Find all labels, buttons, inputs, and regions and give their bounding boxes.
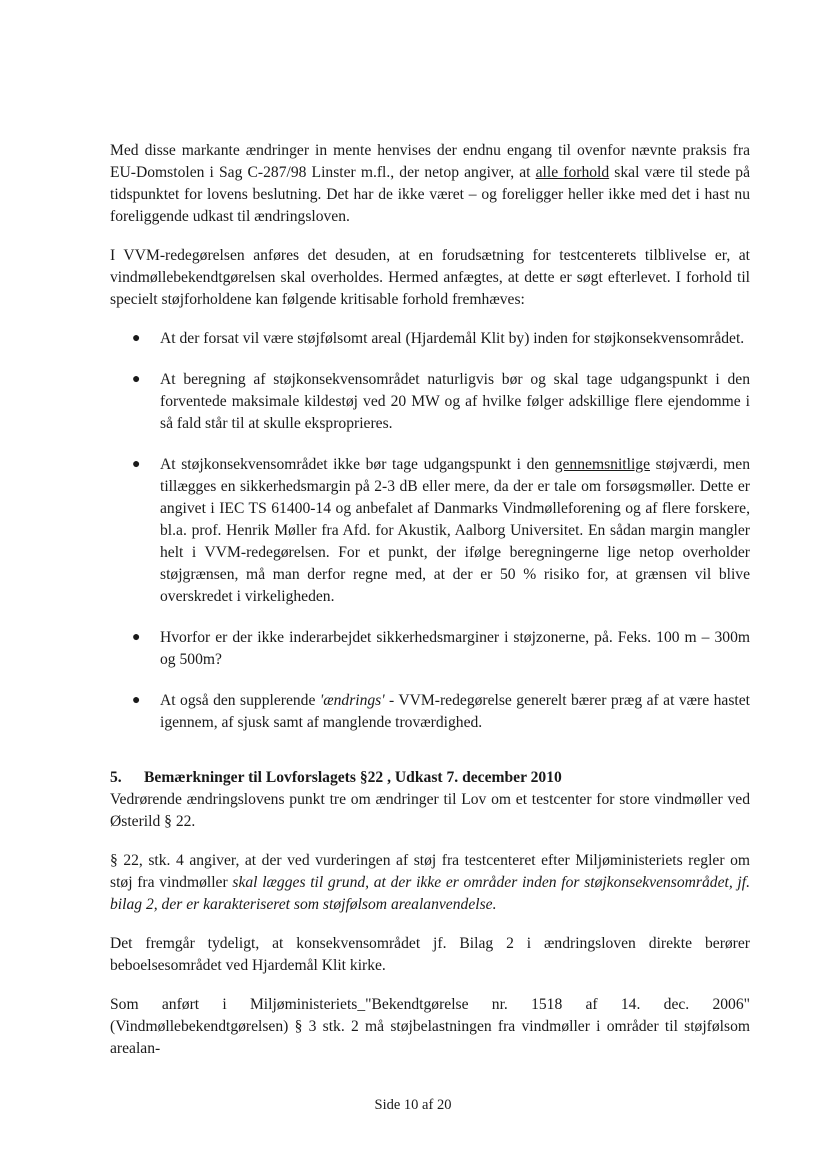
list-item: ● Hvorfor er der ikke inderarbejdet sikkerhedsmarginer i støjzonerne, på. Feks. 100 m – 300m og 500m?	[132, 629, 750, 668]
paragraph-1: Med disse markante ændringer in mente henvises der endnu engang til ovenfor nævnte praksis fra EU-Domstolen i Sag C-287/98 Linster m.fl., der netop angiver, at alle forhold skal være til stede på tidspunktet for lovens beslutning. Det har de ikke været – og foreligger heller ikke med det i hast nu foreliggende udkast til ændringsloven.	[110, 142, 750, 225]
italic-text: 'ændrings'	[319, 692, 385, 709]
bullet-icon: ●	[132, 331, 141, 346]
underlined-text: alle forhold	[535, 164, 610, 181]
list-item: ● At støjkonsekvensområdet ikke bør tage udgangspunkt i den gennemsnitlige støjværdi, men tillægges en sikkerhedsmargin på 2-3 dB eller mere, da der er tale om forsøgsmøller. Dette er angivet i IEC TS 61400-14 og anbefalet af Danmarks Vindmølleforening og af flere forskere, bl.a. prof. Henrik Møller fra Afd. for Akustik, Aalborg Universitet. En sådan margin mangler helt i VVM-redegørelsen. For et punkt, der ifølge beregningerne lige netop overholder støjgrænsen, må man derfor regne med, at der er 50 % risiko for, at grænsen vil blive overskredet i virkeligheden.	[132, 456, 750, 605]
section-paragraph-3: Det fremgår tydeligt, at konsekvensområdet jf. Bilag 2 i ændringsloven direkte berører beboelsesområdet ved Hjardemål Klit kirke.	[110, 935, 750, 974]
underlined-text: gennemsnitlige	[554, 456, 650, 473]
paragraph-2: I VVM-redegørelsen anføres det desuden, at en forudsætning for testcenterets tilblivelse er, at vindmøllebekendtgørelsen skal overholdes. Hermed anfægtes, at dette er søgt efterlevet. I forhold til specielt støjforholdene kan følgende kritisable forhold fremhæves:	[110, 247, 750, 308]
bullet-icon: ●	[132, 457, 141, 472]
page-footer: Side 10 af 20	[374, 1097, 452, 1113]
bullet-list	[110, 328, 750, 734]
section-paragraph-1: Vedrørende ændringslovens punkt tre om ændringer til Lov om et testcenter for store vindmøller ved Østerild § 22.	[110, 791, 750, 830]
section-paragraph-4: Som anført i Miljøministeriets_"Bekendtgørelse nr. 1518 af 14. dec. 2006" (Vindmøllebekendtgørelsen) § 3 stk. 2 må støjbelastningen fra vindmøller i områder til støjfølsom arealan-	[110, 996, 750, 1057]
section-paragraph-2: § 22, stk. 4 angiver, at der ved vurderingen af støj fra testcenteret efter Miljøministeriets regler om støj fra vindmøller skal lægges til grund, at der ikke er områder inden for støjkonsekvensområdet, jf. bilag 2, der er karakteriseret som støjfølsom arealanvendelse.	[110, 852, 750, 913]
italic-text: skal lægges til grund, at der ikke er områder inden for støjkonsekvensområdet, jf. bilag 2, der er karakteriseret som støjfølsom arealanvendelse.	[110, 874, 750, 913]
list-item: ● At også den supplerende 'ændrings' - VVM-redegørelse generelt bærer præg af at være hastet igennem, af sjusk samt af manglende troværdighed.	[132, 692, 750, 731]
list-item: ● At der forsat vil være støjfølsomt areal (Hjardemål Klit by) inden for støjkonsekvensområdet.	[110, 328, 750, 350]
section-number: 5.	[110, 769, 122, 786]
section-title: Bemærkninger til Lovforslagets §22 , Udkast 7. december 2010	[144, 769, 562, 786]
document-page	[110, 140, 750, 1077]
list-item: ● At beregning af støjkonsekvensområdet naturligvis bør og skal tage udgangspunkt i den forventede maksimale kildestøj ved 20 MW og af hvilke følger adskillige flere ejendomme i så fald står til at skulle eksproprieres.	[132, 371, 750, 432]
bullet-icon: ●	[132, 372, 141, 387]
section-heading	[110, 767, 750, 789]
bullet-icon: ●	[132, 693, 141, 708]
bullet-icon: ●	[132, 630, 141, 645]
